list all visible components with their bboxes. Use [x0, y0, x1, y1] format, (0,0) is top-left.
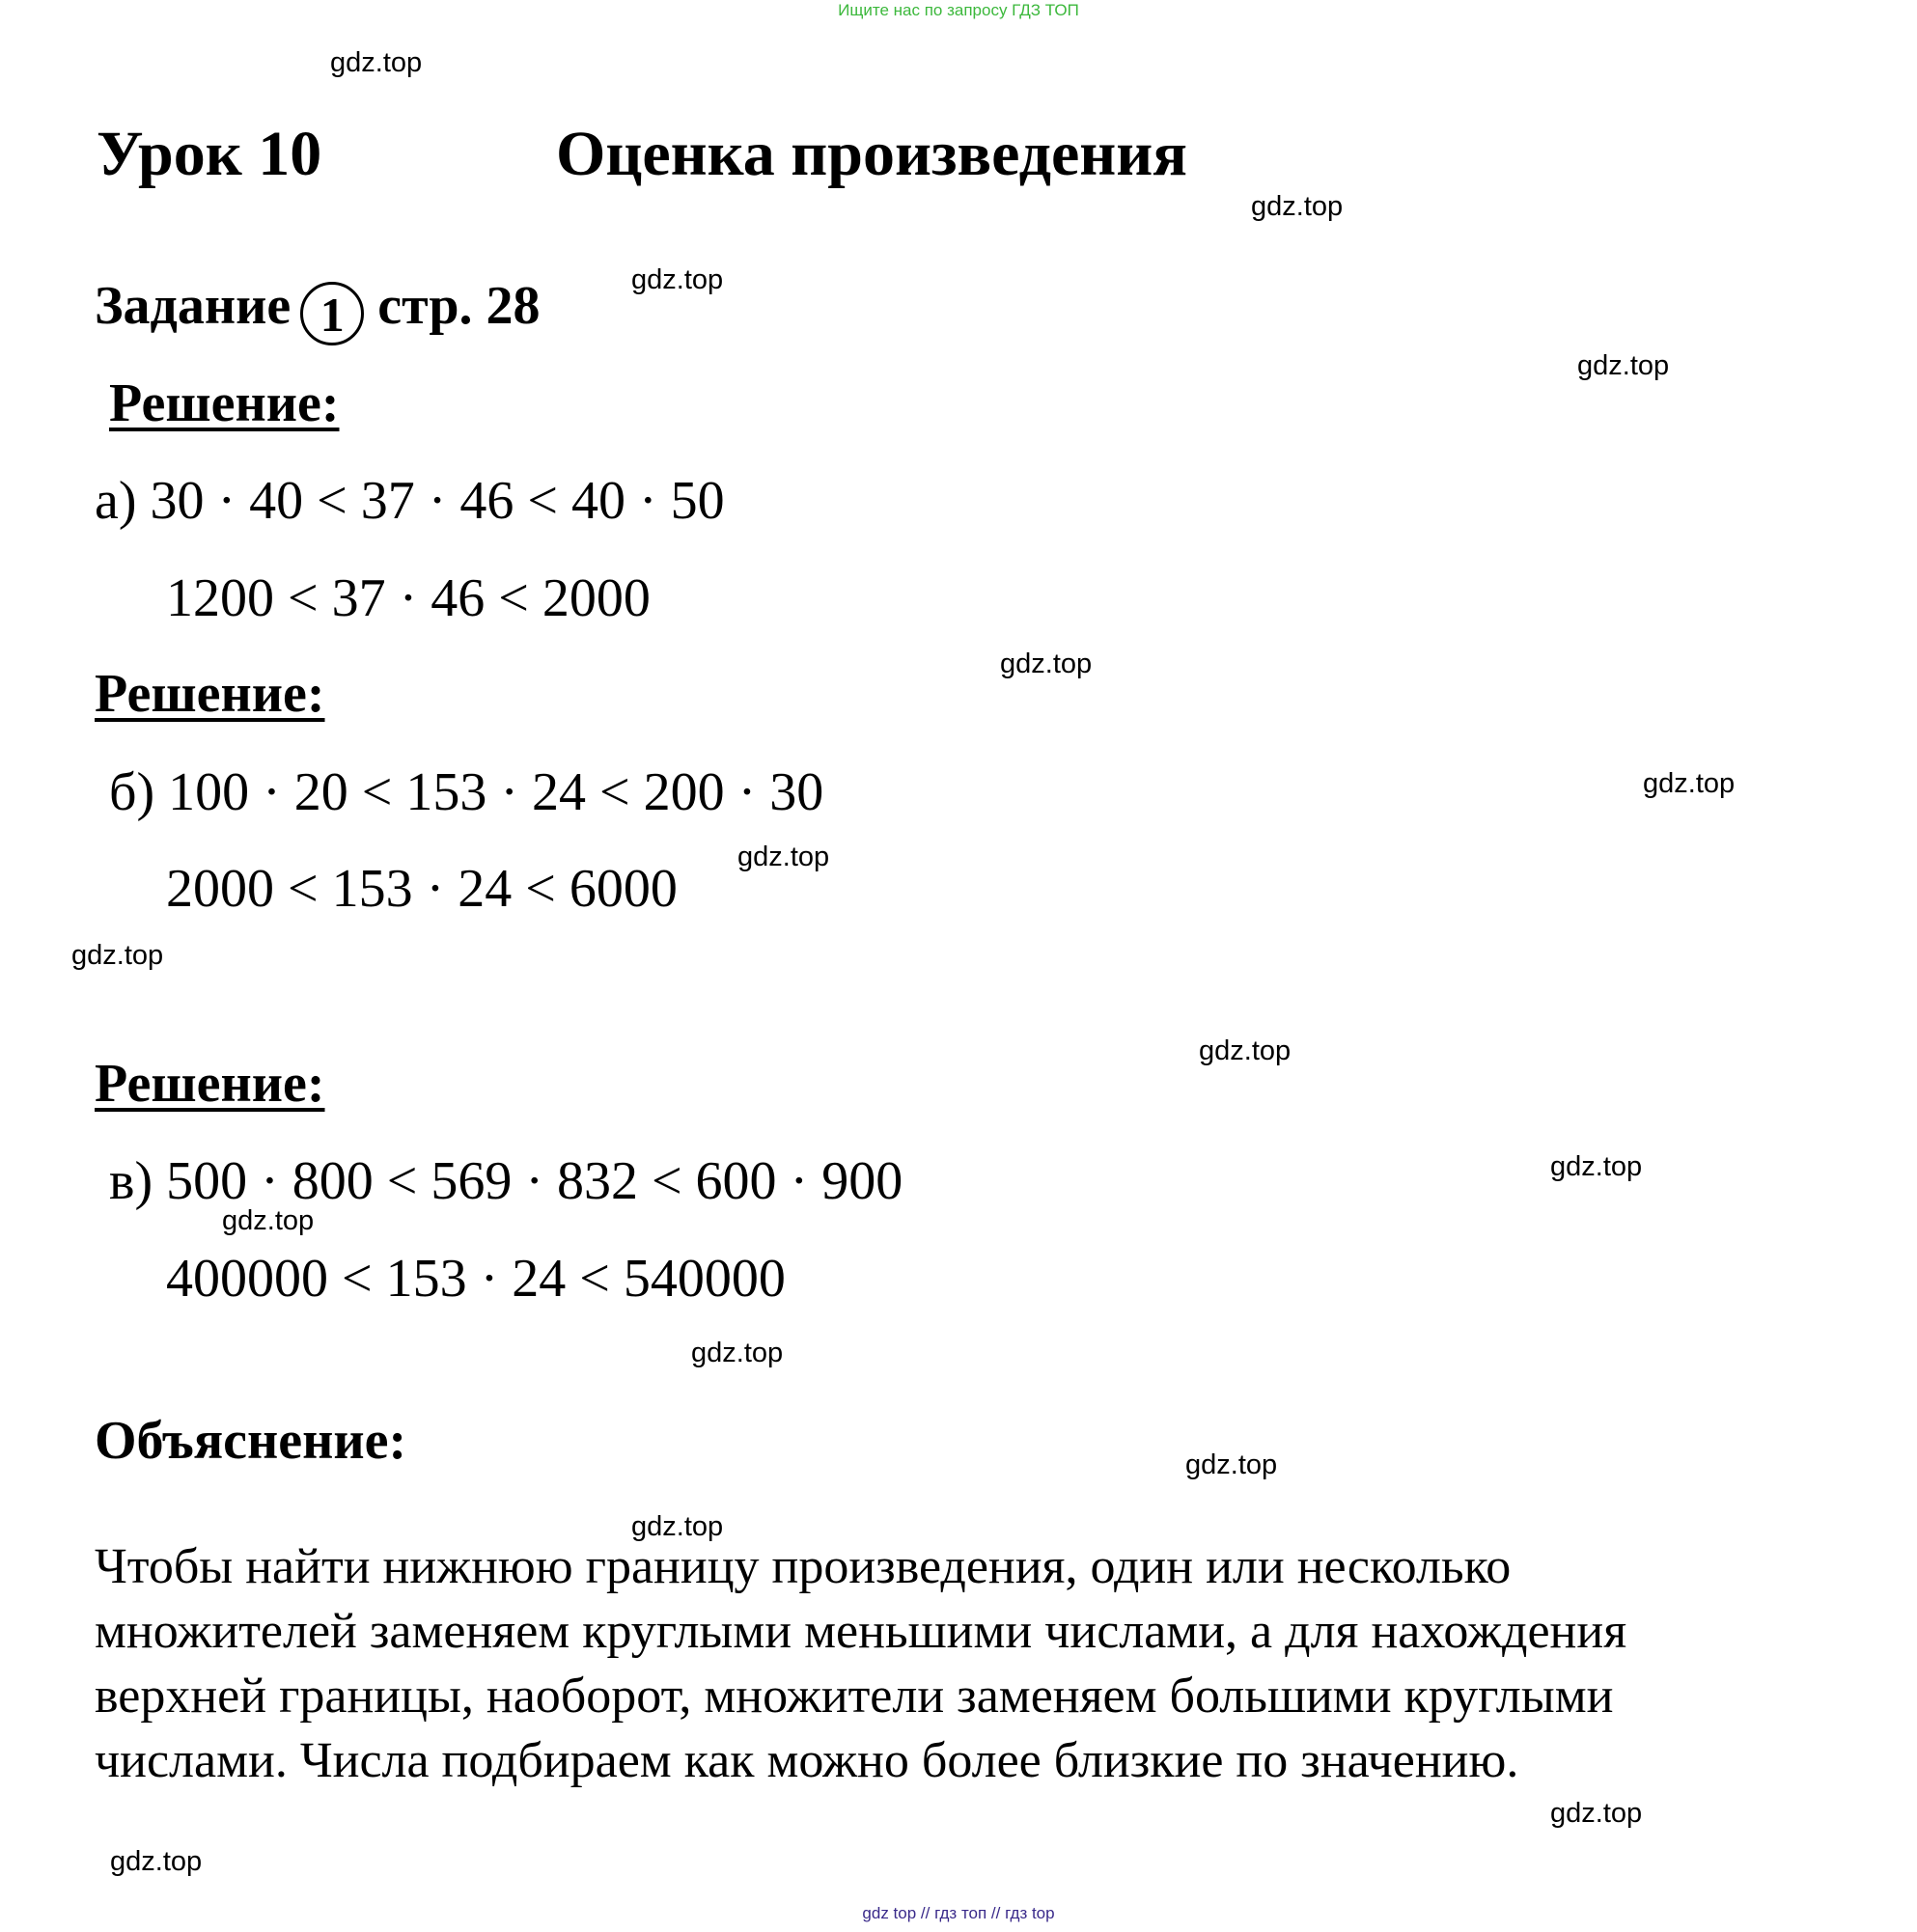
watermark: gdz.top	[1251, 191, 1344, 222]
watermark: gdz.top	[737, 842, 830, 872]
watermark: gdz.top	[1199, 1035, 1292, 1066]
explanation-text	[95, 1534, 1861, 1793]
watermark: gdz.top	[222, 1205, 315, 1236]
explanation-line: числами. Числа подбираем как можно более близкие по значению.	[95, 1733, 1519, 1788]
solution-c-line2: 400000 < 153 · 24 < 540000	[166, 1249, 786, 1309]
lesson-title: Оценка произведения	[556, 119, 1188, 189]
solution-heading: Решение:	[109, 373, 340, 433]
watermark: gdz.top	[1550, 1798, 1643, 1829]
watermark: gdz.top	[1550, 1151, 1643, 1182]
watermark: gdz.top	[110, 1846, 203, 1877]
footer: gdz top // гдз топ // гдз top	[862, 1904, 1055, 1922]
solution-heading: Решение:	[95, 664, 325, 724]
watermark: gdz.top	[71, 940, 164, 971]
watermark: gdz.top	[330, 47, 423, 78]
lesson-number: Урок 10	[97, 119, 322, 189]
watermark: gdz.top	[1185, 1449, 1278, 1480]
watermark: gdz.top	[631, 264, 724, 295]
watermark: gdz.top	[631, 1511, 724, 1542]
task-label: Задание	[95, 276, 292, 336]
explanation-heading: Объяснение:	[95, 1411, 407, 1471]
task-number-circle: 1	[300, 282, 364, 345]
watermark: gdz.top	[1000, 649, 1093, 679]
solution-a-line1: а) 30 · 40 < 37 · 46 < 40 · 50	[95, 471, 725, 531]
solution-a-line2: 1200 < 37 · 46 < 2000	[166, 568, 651, 628]
task-heading	[95, 274, 540, 345]
explanation-line: Чтобы найти нижнюю границу произведения, один или несколько	[95, 1539, 1512, 1594]
explanation-line: верхней границы, наоборот, множители заменяем большими круглыми	[95, 1669, 1614, 1724]
watermark: gdz.top	[1577, 350, 1670, 381]
watermark: gdz.top	[691, 1338, 784, 1368]
watermark: gdz.top	[1643, 768, 1736, 799]
task-page: стр. 28	[377, 276, 541, 336]
top-banner: Ищите нас по запросу ГДЗ ТОП	[838, 1, 1079, 19]
explanation-line: множителей заменяем круглыми меньшими числами, а для нахождения	[95, 1604, 1627, 1659]
solution-c-line1: в) 500 · 800 < 569 · 832 < 600 · 900	[109, 1151, 903, 1211]
solution-heading: Решение:	[95, 1054, 325, 1114]
solution-b-line2: 2000 < 153 · 24 < 6000	[166, 859, 678, 919]
solution-b-line1: б) 100 · 20 < 153 · 24 < 200 · 30	[109, 762, 824, 822]
